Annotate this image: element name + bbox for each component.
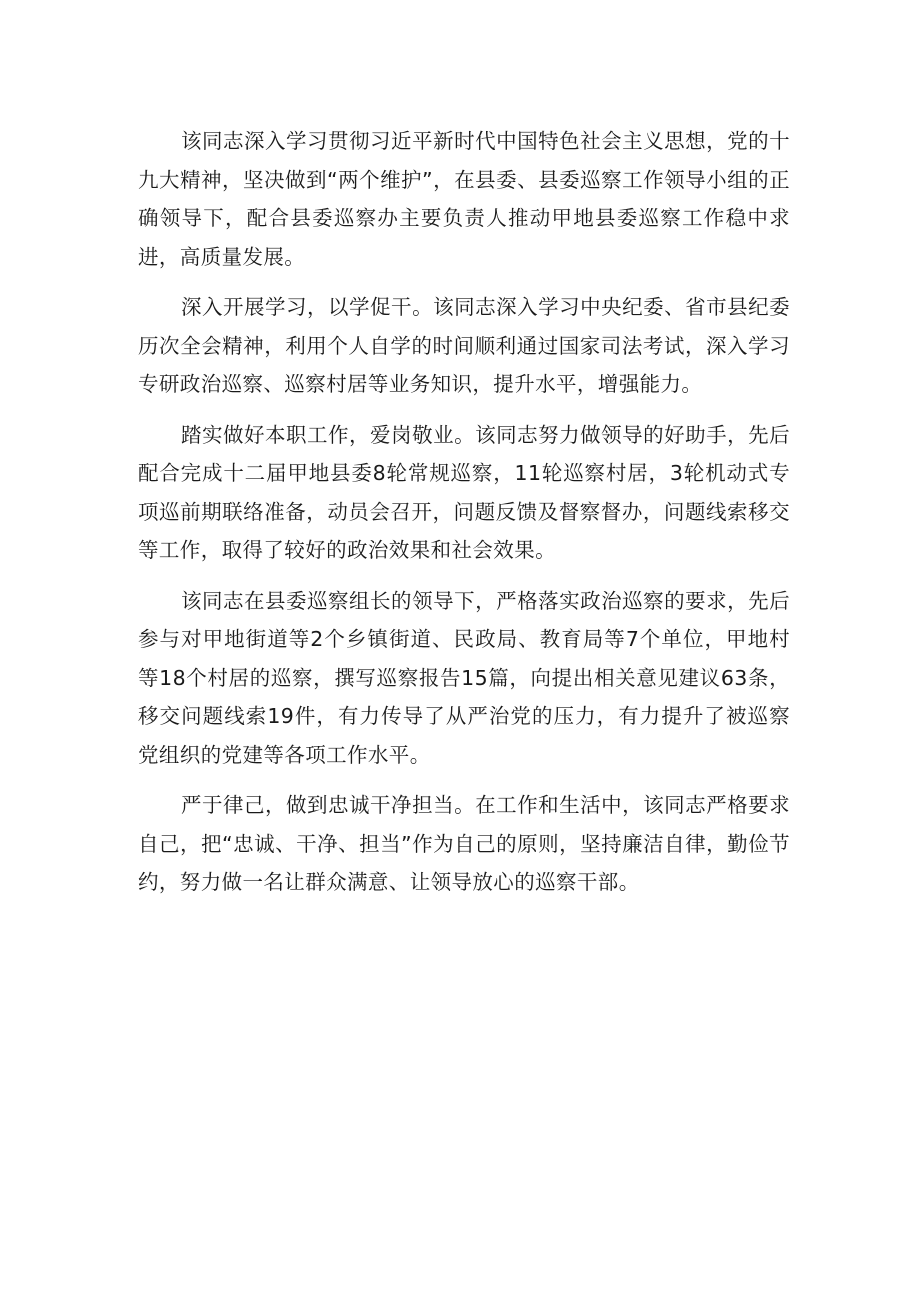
paragraph-4: 该同志在县委巡察组长的领导下，严格落实政治巡察的要求，先后参与对甲地街道等2个乡镇街道、民政局、教育局等7个单位，甲地村等18个村居的巡察，撰写巡察报告15篇，向提出相关意见建议63条，移交问题线索19件，有力传导了从严治党的压力，有力提升了被巡察党组织的党建等各项工作水平。 <box>138 588 790 767</box>
paragraph-2: 深入开展学习，以学促干。该同志深入学习中央纪委、省市县纪委历次全会精神，利用个人自学的时间顺利通过国家司法考试，深入学习专研政治巡察、巡察村居等业务知识，提升水平，增强能力。 <box>138 295 790 396</box>
paragraph-3: 踏实做好本职工作，爱岗敬业。该同志努力做领导的好助手，先后配合完成十二届甲地县委8轮常规巡察，11轮巡察村居，3轮机动式专项巡前期联络准备，动员会召开，问题反馈及督察督办，问题线索移交等工作，取得了较好的政治效果和社会效果。 <box>138 422 790 562</box>
document-body <box>138 122 790 914</box>
paragraph-5: 严于律己，做到忠诚干净担当。在工作和生活中，该同志严格要求自己，把“忠诚、干净、担当”作为自己的原则，坚持廉洁自律，勤俭节约，努力做一名让群众满意、让领导放心的巡察干部。 <box>138 793 790 894</box>
paragraph-1: 该同志深入学习贯彻习近平新时代中国特色社会主义思想，党的十九大精神，坚决做到“两个维护”，在县委、县委巡察工作领导小组的正确领导下，配合县委巡察办主要负责人推动甲地县委巡察工作稳中求进，高质量发展。 <box>138 129 790 269</box>
